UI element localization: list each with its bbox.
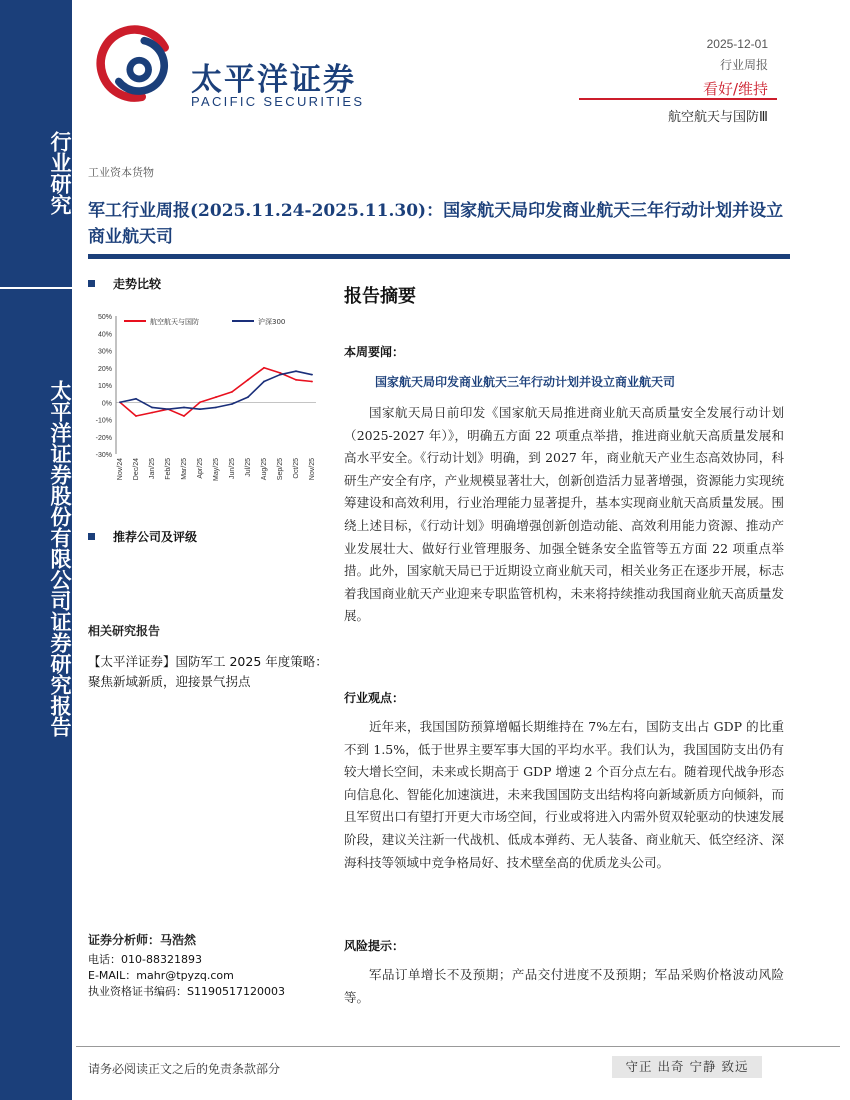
category-label: 工业资本货物	[88, 166, 154, 179]
analyst-phone: 电话：010-88321893	[88, 953, 202, 966]
y-tick-label: 40%	[97, 331, 112, 339]
logo-name-en: PACIFIC SECURITIES	[191, 94, 365, 109]
news-highlight: 国家航天局印发商业航天三年行动计划并设立商业航天司	[375, 375, 676, 389]
rating-badge: 看好/维持	[702, 80, 768, 98]
series-point-0	[263, 367, 265, 369]
y-tick-label: 0%	[101, 400, 112, 408]
series-point-0	[231, 391, 233, 393]
y-tick-label: 30%	[97, 348, 112, 356]
y-tick-label: 50%	[97, 314, 112, 321]
trend-chart	[84, 306, 322, 494]
footer-divider	[76, 1046, 840, 1047]
x-tick-label: Mar/25	[181, 458, 188, 480]
analyst-name: 证券分析师：马浩然	[88, 933, 197, 947]
bullet-square-icon	[88, 533, 95, 540]
series-point-1	[263, 381, 265, 383]
x-tick-label: Dec/24	[133, 458, 140, 481]
related-reports-title: 相关研究报告	[88, 624, 161, 638]
series-point-0	[311, 381, 313, 383]
page-title: 军工行业周报(2025.11.24-2025.11.30)：国家航天局印发商业航天三年行动计划并设立商业航天司	[88, 201, 784, 247]
x-tick-label: May/25	[213, 458, 220, 481]
news-paragraph: 国家航天局日前印发《国家航天局推进商业航天高质量安全发展行动计划（2025-2027 年）》，明确五方面 22 项重点举措，推进商业航天高质量发展和高水平安全。《行动计划》明确，到 2027 年，商业航天产业生态高效协同，科研生产安全有序，产业规模显著壮大，创新创造活力显著增强，资源能力实现统筹建设和高效利用，行业治理能力显著提升，基本实现商业航天高质量发展。围绕上述目标，《行动计划》明确增强创新创造动能、高效利用能力资源、推动产业发展壮大、做好行业管理服务、加强全链条安全监管等五方面 22 项重点举措。此外，国家航天局已于近期设立商业航天司，相关业务正在逐步开展，标志着我国商业航天产业迎来专职监管机构，未来将持续推动我国商业航天高质量发展。	[344, 405, 784, 624]
series-point-1	[151, 407, 153, 409]
industry-view-label: 行业观点：	[344, 691, 405, 705]
trend-section-title	[88, 275, 161, 292]
series-point-1	[119, 401, 121, 403]
series-point-0	[151, 412, 153, 414]
pacific-securities-logo-icon	[95, 22, 180, 107]
series-point-1	[311, 374, 313, 376]
sidebar-label-bottom: 太平洋证券股份有限公司证券研究报告	[48, 379, 73, 737]
series-point-1	[135, 398, 137, 400]
related-report-link[interactable]: 【太平洋证券】国防军工 2025 年度策略：聚焦新域新质，迎接景气拐点	[88, 654, 328, 689]
series-point-0	[135, 415, 137, 417]
series-point-1	[167, 408, 169, 410]
x-tick-label: Feb/25	[165, 458, 172, 480]
footer-disclaimer: 请务必阅读正文之后的免责条款部分	[88, 1062, 281, 1076]
footer-motto: 守正 出奇 宁静 致远	[612, 1056, 762, 1078]
x-tick-label: Sep/25	[277, 458, 284, 481]
series-point-1	[295, 370, 297, 372]
y-tick-label: -10%	[95, 417, 112, 425]
series-point-0	[215, 396, 217, 398]
x-tick-label: Jul/25	[245, 458, 252, 477]
sidebar	[0, 0, 72, 1100]
analyst-email[interactable]: E-MAIL：mahr@tpyzq.com	[88, 969, 234, 982]
series-line-1	[120, 371, 312, 409]
report-type: 行业周报	[719, 58, 768, 72]
title-divider	[88, 254, 790, 259]
x-tick-label: Nov/24	[117, 458, 124, 481]
analyst-cert: 执业资格证书编码：S1190517120003	[88, 985, 285, 998]
y-tick-label: -20%	[95, 434, 112, 442]
industry-view-paragraph: 近年来，我国国防预算增幅长期维持在 7%左右，国防支出占 GDP 的比重不到 1.5%，低于世界主要军事大国的平均水平。我们认为，我国国防支出仍有较大增长空间，未来或长期高于 GDP 增速 2 个百分点左右。随着现代战争形态向信息化、智能化加速演进，未来我国国防支出结构将向新域新质方向倾斜，而且军贸出口有望打开更大市场空间，行业或将进入内需外贸双轮驱动的快速发展阶段，建议关注新一代战机、低成本弹药、无人装备、商业航天、低空经济、深海科技等领域中竞争格局好、技术壁垒高的优质龙头公司。	[344, 719, 784, 870]
risk-paragraph: 军品订单增长不及预期；产品交付进度不及预期；军品采购价格波动风险等。	[344, 967, 784, 1005]
series-point-0	[183, 415, 185, 417]
y-tick-label: -30%	[95, 452, 112, 459]
series-line-0	[120, 368, 312, 416]
recommend-title-text: 推荐公司及评级	[113, 530, 198, 544]
x-tick-label: Jan/25	[149, 458, 156, 480]
series-point-0	[279, 372, 281, 374]
sidebar-label-top: 行业研究	[48, 131, 73, 215]
recommend-section-title	[88, 528, 197, 545]
industry-label: 航空航天与国防Ⅲ	[668, 110, 768, 125]
legend-label: 沪深300	[258, 318, 286, 326]
risk-label: 风险提示：	[344, 939, 405, 953]
y-tick-label: 20%	[97, 365, 112, 373]
x-tick-label: Apr/25	[197, 458, 204, 479]
series-point-0	[295, 379, 297, 381]
summary-title: 报告摘要	[344, 286, 416, 307]
sidebar-divider	[0, 287, 72, 289]
bullet-square-icon	[88, 280, 95, 287]
report-date: 2025-12-01	[706, 37, 768, 51]
logo-name-cn: 太平洋证券	[191, 62, 356, 98]
series-point-1	[279, 374, 281, 376]
series-point-0	[199, 401, 201, 403]
legend-label: 航空航天与国防	[150, 318, 199, 326]
weekly-news-label: 本周要闻：	[344, 345, 405, 359]
rating-underline	[579, 98, 777, 100]
series-point-1	[215, 407, 217, 409]
series-point-1	[247, 396, 249, 398]
x-tick-label: Oct/25	[293, 458, 300, 479]
x-tick-label: Aug/25	[261, 458, 268, 481]
x-tick-label: Jun/25	[229, 458, 236, 480]
y-tick-label: 10%	[97, 383, 112, 390]
series-point-1	[231, 403, 233, 405]
series-point-1	[199, 408, 201, 410]
x-tick-label: Nov/25	[309, 458, 316, 481]
series-point-1	[183, 407, 185, 409]
series-point-0	[247, 379, 249, 381]
trend-title-text: 走势比较	[113, 277, 162, 291]
